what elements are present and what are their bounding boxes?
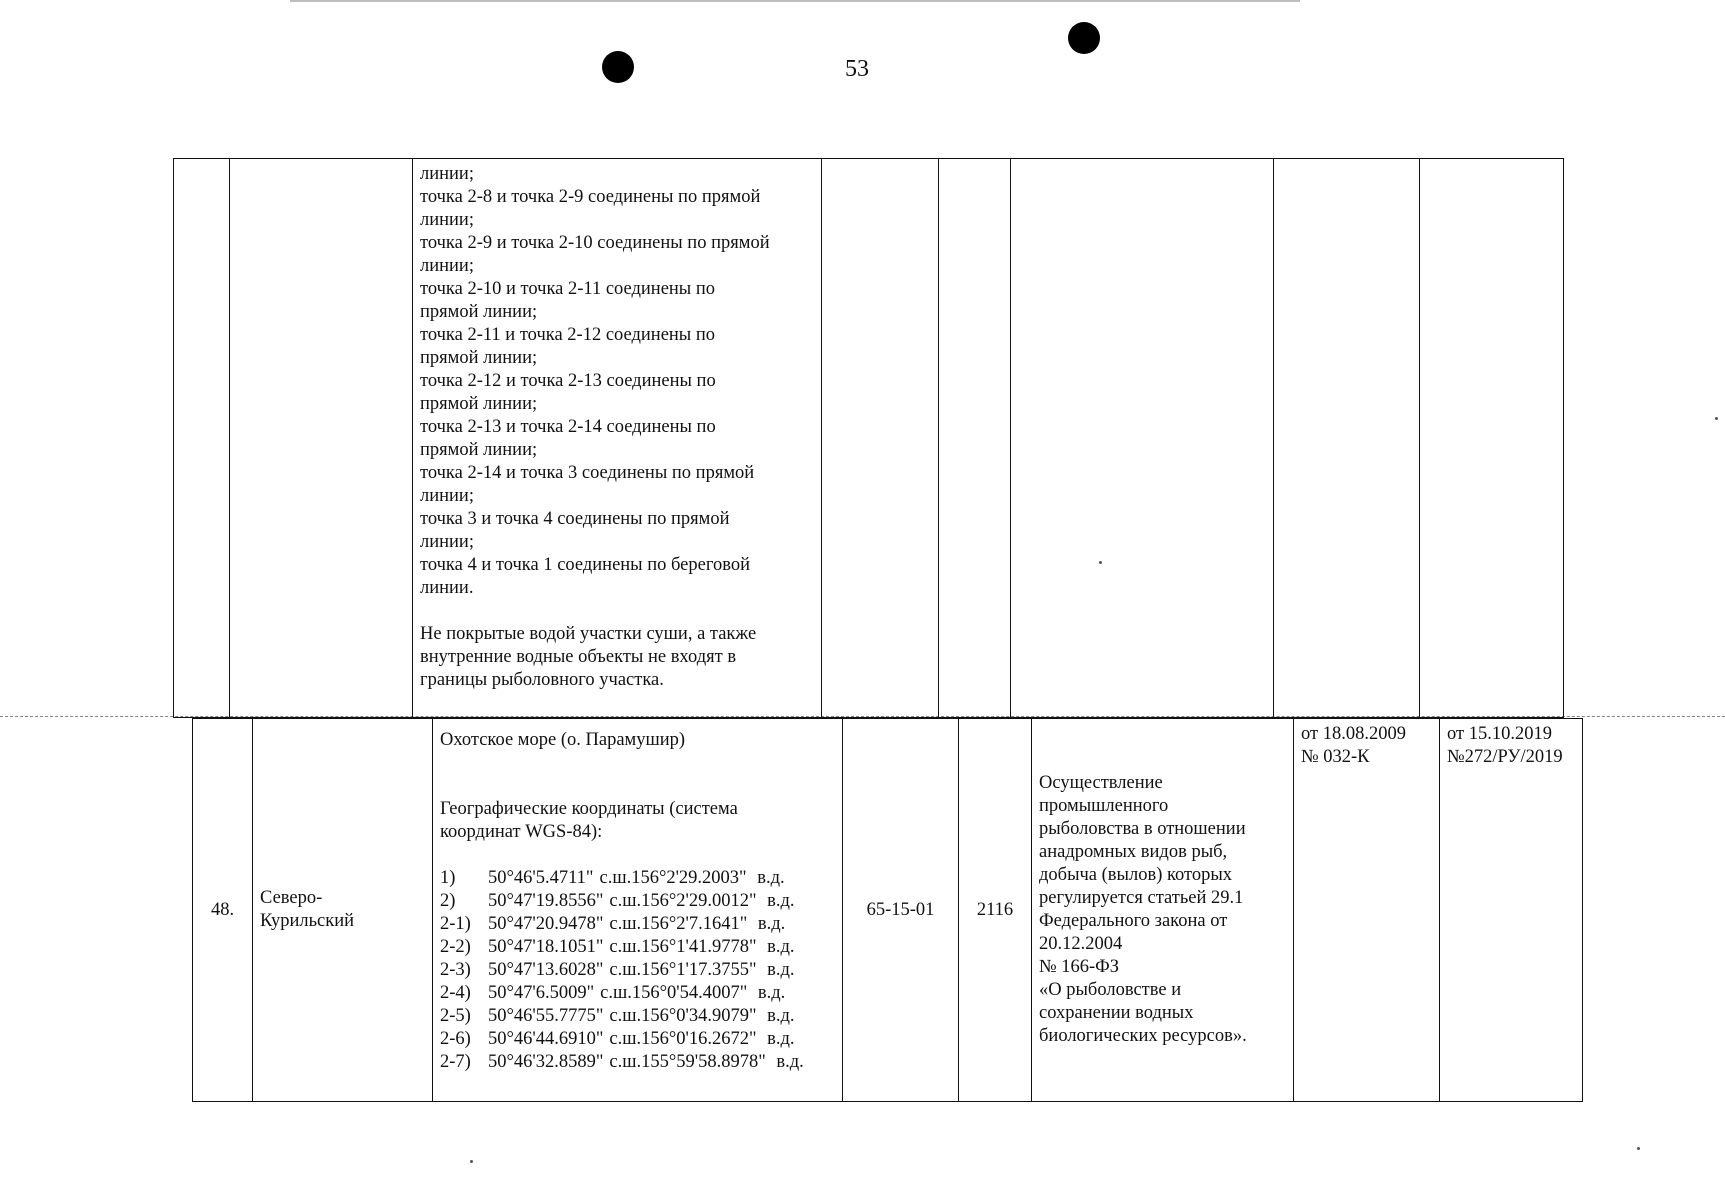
- purpose-text: [1032, 719, 1294, 1102]
- coord-lat-unit: с.ш.: [609, 1052, 642, 1072]
- coord-lon-unit: в.д.: [767, 960, 795, 980]
- coordinates-list: [440, 867, 835, 1074]
- text-line: линии;: [420, 486, 474, 506]
- coord-lat: 50°46'55.7775": [488, 1006, 604, 1026]
- description-lines: [420, 163, 814, 600]
- coord-lon-unit: в.д.: [776, 1052, 804, 1072]
- coord-lon: 156°1'17.3755": [641, 960, 757, 980]
- text-line: анадромных видов рыб,: [1039, 842, 1228, 862]
- coord-lon: 156°0'54.4007": [631, 983, 748, 1003]
- text-line: границы рыболовного участка.: [420, 670, 664, 690]
- text-line: линии;: [420, 164, 474, 184]
- text-line: «О рыболовстве и: [1039, 980, 1182, 1000]
- site-code: 65-15-01: [843, 719, 959, 1102]
- coordinate-row: [440, 959, 835, 982]
- text-line: добыча (вылов) которых: [1039, 865, 1233, 885]
- location-title: Охотское море (о. Парамушир): [440, 730, 686, 750]
- district-line: Курильский: [260, 911, 355, 931]
- coord-lon: 156°0'34.9079": [641, 1006, 757, 1026]
- coord-lat: 50°47'20.9478": [488, 914, 604, 934]
- coord-lat: 50°46'44.6910": [488, 1029, 604, 1049]
- coord-lat: 50°46'32.8589": [488, 1052, 604, 1072]
- text-line: Осуществление: [1039, 773, 1163, 793]
- district-name: [253, 719, 433, 1102]
- table-continuation: [173, 158, 1564, 718]
- text-line: точка 2-10 и точка 2-11 соединены по: [420, 279, 716, 299]
- coord-lon-unit: в.д.: [757, 983, 786, 1003]
- coord-index: 2-6): [440, 1029, 471, 1049]
- coord-lat-unit: с.ш.: [609, 937, 642, 957]
- coords-title: [440, 798, 835, 844]
- coord-lon-unit: в.д.: [767, 937, 795, 957]
- coord-lon: 155°59'58.8978": [641, 1052, 766, 1072]
- text-line: внутренние водные объекты не входят в: [420, 647, 737, 667]
- decision-cell: [1440, 719, 1583, 1102]
- text-line: линии;: [420, 210, 474, 230]
- text-line: координат WGS-84):: [440, 822, 603, 842]
- cell-description: [413, 159, 822, 718]
- coordinate-row: [440, 1051, 835, 1074]
- coord-index: 1): [440, 868, 456, 888]
- text-line: промышленного: [1039, 796, 1169, 816]
- coord-lon: 156°1'41.9778": [641, 937, 757, 957]
- text-line: линии;: [420, 256, 474, 276]
- text-line: точка 2-13 и точка 2-14 соединены по: [420, 417, 716, 437]
- text-line: Федерального закона от: [1039, 911, 1228, 931]
- coord-lat-unit: с.ш.: [609, 891, 642, 911]
- coord-lon-unit: в.д.: [757, 868, 785, 888]
- coord-lon-unit: в.д.: [767, 891, 795, 911]
- agreement-cell: [1294, 719, 1440, 1102]
- coord-index: 2-3): [440, 960, 471, 980]
- coord-lat-unit: с.ш.: [609, 1029, 642, 1049]
- text-line: 20.12.2004: [1039, 934, 1123, 954]
- cell-district: [230, 159, 413, 718]
- scan-seam: [0, 716, 1725, 717]
- coord-index: 2): [440, 891, 456, 911]
- location-cell: [433, 719, 843, 1102]
- row-number: 48.: [193, 719, 253, 1102]
- coordinate-row: [440, 982, 835, 1005]
- coord-lon-unit: в.д.: [757, 914, 786, 934]
- text-line: точка 2-8 и точка 2-9 соединены по прямой: [420, 187, 761, 207]
- page-number: 53: [845, 56, 869, 82]
- coord-lat-unit: с.ш.: [609, 914, 642, 934]
- coord-lon-unit: в.д.: [767, 1029, 795, 1049]
- text-line: точка 3 и точка 4 соединены по прямой: [420, 509, 730, 529]
- coord-index: 2-7): [440, 1052, 471, 1072]
- cell-code: [822, 159, 939, 718]
- coord-lat-unit: с.ш.: [609, 960, 642, 980]
- text-line: от 18.08.2009: [1301, 724, 1406, 744]
- coordinate-row: [440, 1005, 835, 1028]
- text-line: прямой линии;: [420, 348, 538, 368]
- text-line: регулируется статьей 29.1: [1039, 888, 1244, 908]
- coordinate-row: [440, 867, 835, 890]
- text-line: прямой линии;: [420, 440, 538, 460]
- text-line: линии.: [420, 578, 474, 598]
- note-lines: [420, 623, 814, 692]
- coordinate-row: [440, 936, 835, 959]
- scan-speck: [1099, 561, 1102, 564]
- coord-index: 2-4): [440, 983, 471, 1003]
- table-row-48: [192, 718, 1583, 1102]
- scan-speck: [1637, 1147, 1640, 1150]
- text-line: Географические координаты (система: [440, 799, 738, 819]
- coord-lat: 50°47'13.6028": [488, 960, 604, 980]
- punch-hole-right: [1068, 22, 1100, 54]
- cell-number: [174, 159, 230, 718]
- coord-lat-unit: с.ш.: [599, 868, 632, 888]
- coordinate-row: [440, 1028, 835, 1051]
- scan-speck: [1715, 417, 1718, 420]
- coord-index: 2-1): [440, 914, 471, 934]
- text-line: рыболовства в отношении: [1039, 819, 1246, 839]
- text-line: точка 2-12 и точка 2-13 соединены по: [420, 371, 716, 391]
- coordinate-row: [440, 890, 835, 913]
- cell-decision: [1420, 159, 1564, 718]
- coord-lat: 50°46'5.4711": [488, 868, 594, 888]
- text-line: №272/РУ/2019: [1447, 747, 1563, 767]
- cell-agreement: [1274, 159, 1420, 718]
- coord-lon-unit: в.д.: [767, 1006, 795, 1026]
- text-line: биологических ресурсов».: [1039, 1026, 1247, 1046]
- coord-lat-unit: с.ш.: [600, 983, 632, 1003]
- coord-index: 2-2): [440, 937, 471, 957]
- table-row: [174, 159, 1564, 718]
- text-line: сохранении водных: [1039, 1003, 1194, 1023]
- text-line: прямой линии;: [420, 302, 538, 322]
- coord-lon: 156°2'29.2003": [631, 868, 747, 888]
- coord-lon: 156°2'29.0012": [641, 891, 757, 911]
- text-line: прямой линии;: [420, 394, 538, 414]
- cell-area: [939, 159, 1011, 718]
- coordinate-row: [440, 913, 835, 936]
- coord-lat: 50°47'6.5009": [488, 983, 595, 1003]
- coord-index: 2-5): [440, 1006, 471, 1026]
- text-line: от 15.10.2019: [1447, 724, 1552, 744]
- punch-hole-left: [602, 51, 634, 83]
- coord-lat: 50°47'19.8556": [488, 891, 604, 911]
- scan-speck: [470, 1160, 473, 1163]
- text-line: точка 4 и точка 1 соединены по береговой: [420, 555, 750, 575]
- text-line: № 032-К: [1301, 747, 1370, 767]
- table-row: [193, 719, 1583, 1102]
- scan-top-edge: [290, 0, 1300, 2]
- text-line: точка 2-14 и точка 3 соединены по прямой: [420, 463, 755, 483]
- coord-lon: 156°2'7.1641": [641, 914, 748, 934]
- coord-lon: 156°0'16.2672": [641, 1029, 757, 1049]
- text-line: линии;: [420, 532, 474, 552]
- coord-lat: 50°47'18.1051": [488, 937, 604, 957]
- text-line: точка 2-11 и точка 2-12 соединены по: [420, 325, 716, 345]
- district-line: Северо-: [260, 888, 323, 908]
- area-value: 2116: [959, 719, 1032, 1102]
- text-line: № 166-ФЗ: [1039, 957, 1120, 977]
- coord-lat-unit: с.ш.: [609, 1006, 642, 1026]
- cell-purpose: [1011, 159, 1274, 718]
- text-line: Не покрытые водой участки суши, а также: [420, 624, 757, 644]
- text-line: точка 2-9 и точка 2-10 соединены по прямой: [420, 233, 770, 253]
